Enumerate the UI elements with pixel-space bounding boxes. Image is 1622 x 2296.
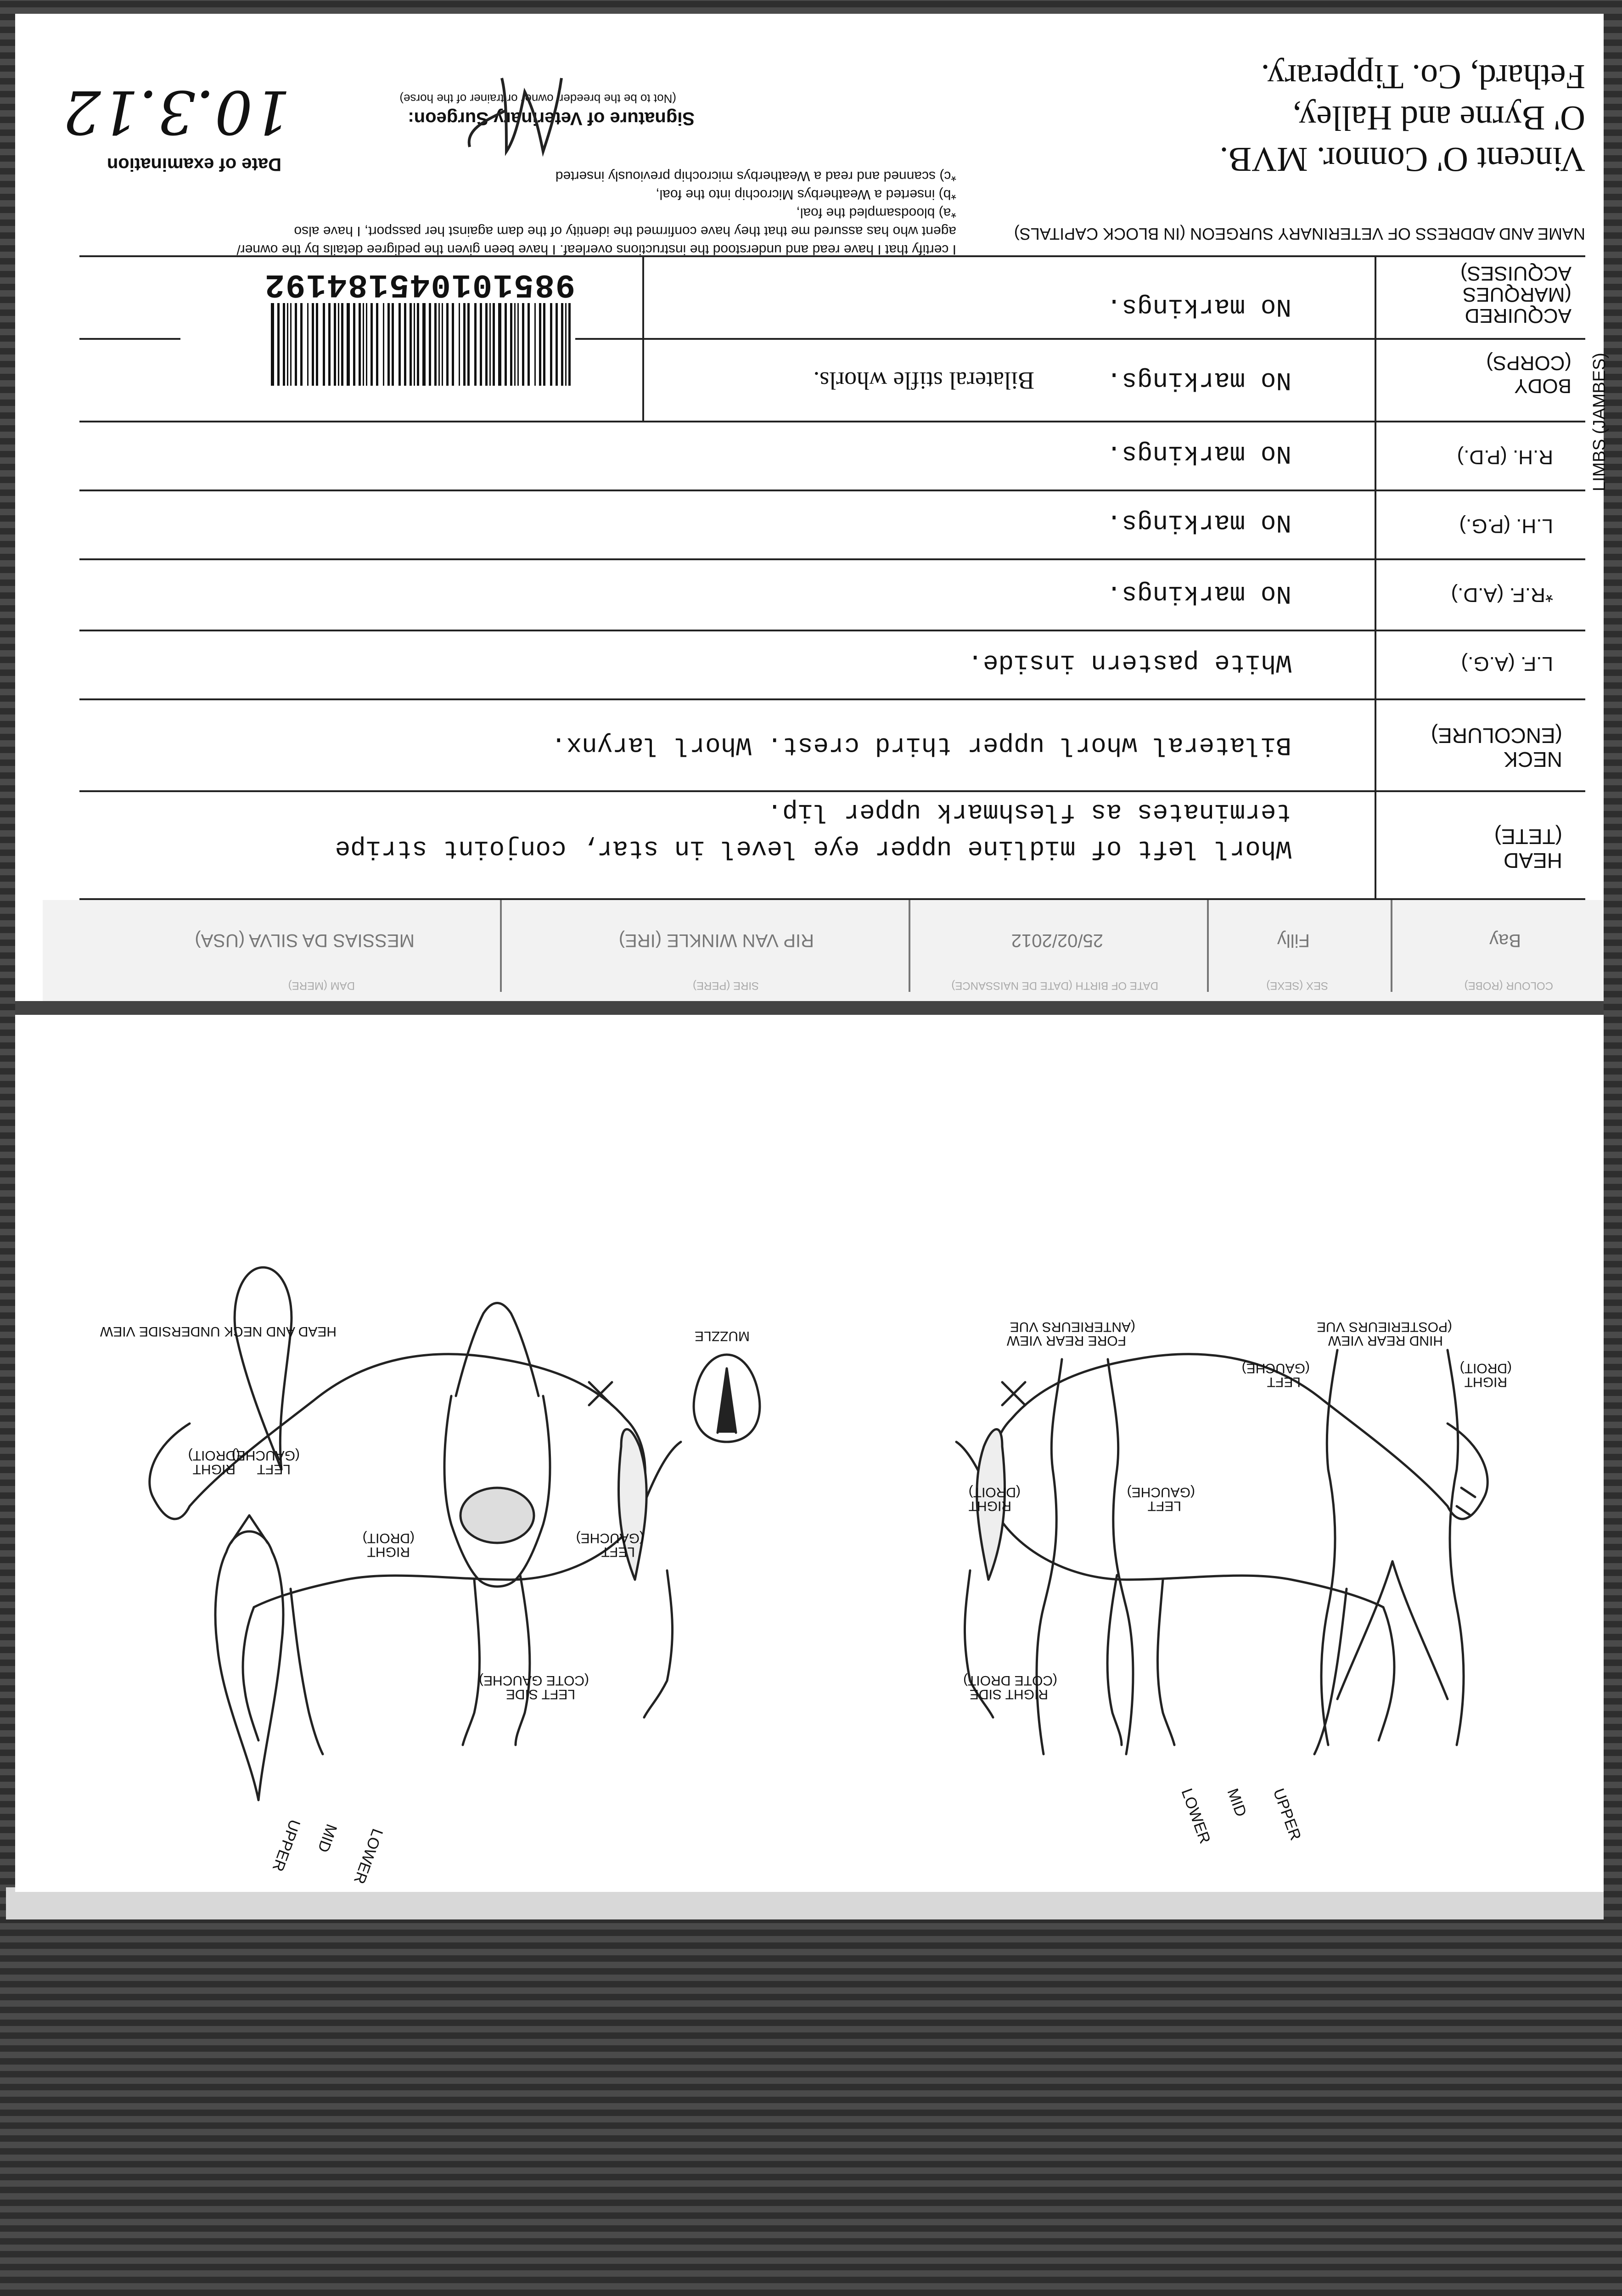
head-right-label: RIGHT [367,1544,410,1559]
barcode-column-rule [642,257,644,422]
underside-left-label: LEFT [257,1462,291,1477]
muzzle-label: MUZZLE [695,1328,750,1344]
hind-rear-label-1: HIND REAR VIEW [1328,1333,1443,1348]
rh-value: No markings. [1106,439,1291,468]
strip-colour: Bay [1489,930,1521,951]
barcode-bar [452,303,454,386]
barcode-bar [556,303,558,386]
body-value: No markings. [1106,366,1291,395]
right-mid-label: MID [1224,1786,1250,1819]
barcode-bar [271,303,274,386]
strip-rule-1 [1391,900,1392,992]
hind-right-label: RIGHT [1464,1374,1507,1390]
barcode-bar [539,303,541,386]
strip-rule-4 [500,900,502,992]
strip-dam: MESSIAS DA SILVA (USA) [195,930,415,951]
barcode-bar [312,303,314,386]
cert-line-4: *b) inserted a Weatherbys Microchip into the foal, [656,187,956,202]
barcode-bar [359,303,361,386]
strip-dam-label: DAM (MERE) [288,979,355,992]
left-side-label-1: LEFT SIDE [505,1687,575,1702]
strip-dob: 25/02/2012 [1011,930,1103,951]
barcode-bar [347,303,350,386]
rule-body [79,421,1585,422]
barcode-bar [417,303,419,386]
head-droit-label: (DROIT) [362,1531,415,1546]
rule-head [79,898,1585,900]
barcode-bar [323,303,325,386]
rule-rf [79,630,1585,631]
barcode-bar [277,303,280,386]
barcode-bar [434,303,437,386]
barcode-bar [489,303,491,386]
cert-line-5: *c) scanned and read a Weatherbys microchip previously inserted [555,169,956,184]
underside-droit-label: (DROIT) [188,1448,240,1463]
fore-rear-label-2: (ANTERIEURS VUE [1010,1319,1135,1334]
muzzle-drawing [694,1355,760,1442]
barcode-bar [480,303,482,386]
barcode-bar [474,303,477,386]
barcode-bar [485,303,488,386]
lf-value: White pastern inside. [967,648,1291,677]
right-lower-label: LOWER [1178,1786,1214,1846]
strip-dob-label: DATE OF BIRTH (DATE DE NAISSANCE) [951,979,1158,992]
barcode-bar [376,303,378,386]
barcode-bar [422,303,426,386]
barcode-bar [398,303,401,386]
barcode-bar [543,303,545,386]
fore-droit-label: (DROIT) [968,1485,1021,1500]
vet-name: Vincent O' Connor. MVB. [1219,140,1585,179]
cert-line-1: I certify that I have read and understood the instructions overleaf. I have been given the pedigree details by the owner/ [236,242,956,257]
underside-gauche-label: (GAUCHE) [231,1448,300,1463]
barcode-bar [565,303,567,386]
left-upper-label: UPPER [269,1817,304,1874]
left-mid-label: MID [314,1822,341,1855]
fore-rear-label-1: FORE REAR VIEW [1006,1333,1126,1348]
head-left-label: LEFT [601,1544,635,1559]
hind-droit-label: (DROIT) [1459,1361,1512,1376]
rule-neck [79,790,1585,792]
barcode-bar [429,303,431,386]
vet-name-label: NAME AND ADDRESS OF VETERINARY SURGEON (IN BLOCK CAPITALS) [1014,225,1585,243]
barcode-bar [404,303,406,386]
barcode-bar [338,303,339,386]
barcode-bar [283,303,285,386]
barcode-bar [295,303,297,386]
barcode-bar [307,303,309,386]
rule-lf [79,698,1585,700]
strip-colour-label: COLOUR (ROBE) [1464,979,1553,992]
underside-right-label: RIGHT [192,1462,236,1477]
barcode-bar [353,303,355,386]
barcode-bar [438,303,440,386]
lf-label: L.F. (A.G.) [1461,653,1553,675]
hind-gauche-label: (GAUCHE) [1241,1361,1310,1376]
strip-rule-2 [1207,900,1209,992]
examination-date: 10.3.12 [62,77,291,147]
right-side-label-1: RIGHT SIDE [969,1687,1048,1702]
strip-sire-label: SIRE (PERE) [692,979,759,992]
cert-line-3: *a) bloodsampled the foal, [796,205,956,220]
lh-value: No markings. [1106,508,1291,537]
label-column-rule [1375,257,1376,900]
limbs-label: LIMBS (JAMBES) [1590,353,1609,491]
barcode-bar [328,303,331,386]
hind-left-label: LEFT [1267,1374,1301,1390]
fore-right-label: RIGHT [968,1498,1011,1514]
barcode-bar [528,303,530,386]
right-upper-label: UPPER [1269,1786,1305,1843]
whorl-mark-left [1002,1382,1025,1405]
barcode-bar [459,303,460,386]
barcode-bar [334,303,336,386]
rule-vet [79,255,1585,257]
head-value-line-1: Whorl left of midline upper eye level in star, conjoint stripe [335,834,1291,863]
barcode-bar [534,303,536,386]
barcode-bar [493,303,495,386]
barcode-bar [363,303,364,386]
vet-address: Fethard, Co. Tipperary. [1261,57,1585,96]
neck-value: Bilateral whorl upper third crest. Whorl larynx. [550,731,1291,760]
strip-rule-3 [909,900,910,992]
left-side-label-2: (COTE GAUCHE) [479,1673,589,1688]
barcode-bar [467,303,470,386]
microchip-number: 985101045184192 [264,265,575,303]
whorl-mark-right [589,1382,612,1405]
barcode-bar [287,303,288,386]
barcode-bar [561,303,563,386]
barcode-bar [370,303,373,386]
head-neck-underside-drawing [215,1267,292,1800]
barcode-bar [510,303,512,386]
barcode-bar [300,303,303,386]
barcode-bar [505,303,507,386]
barcode-bar [414,303,415,386]
pedigree-strip-bg [43,900,1604,1001]
lh-label: L.H. (P.G.) [1459,515,1553,537]
barcode-bar [387,303,390,386]
acquired-value: No markings. [1106,292,1291,321]
strip-sex: Filly [1277,930,1310,951]
barcode-bar [392,303,394,386]
barcode-bar [446,303,449,386]
barcode-bar [517,303,519,386]
head-gauche-label: (GAUCHE) [576,1531,644,1546]
body-label: BODY (CORPS) [1486,352,1571,397]
horse-diagrams [0,1010,1622,1929]
barcode-bar [514,303,516,386]
neck-label: NECK (ENCOLURE) [1431,724,1562,771]
barcode-bar [442,303,443,386]
body-note: Bilateral stifle whorls. [813,367,1034,394]
head-front-view-drawing [444,1303,550,1587]
barcode-bar [498,303,501,386]
date-label: Date of examination [107,154,281,174]
fore-left-label: LEFT [1147,1498,1181,1514]
rule-rh [79,490,1585,491]
strip-sire: RIP VAN WINKLE (IRE) [618,930,814,951]
cert-line-2: agent who has assured me that they have confirmed the identity of the dam against her passport, I have also [294,224,956,239]
vet-practice: O' Byrne and Halley, [1292,99,1585,137]
rf-label: *R.F. (A.D.) [1451,584,1553,606]
strip-sex-label: SEX (SEXE) [1266,979,1328,992]
rule-lh [79,558,1585,560]
right-side-label-2: (COTE DROIT) [963,1673,1057,1688]
fore-gauche-label: (GAUCHE) [1127,1485,1195,1500]
signature-label: Signature of Veterinary Surgeon: [408,108,695,129]
fore-rear-view-drawing [1037,1359,1133,1754]
rh-label: R.H. (P.D.) [1457,446,1553,468]
barcode-bar [568,303,571,386]
hind-rear-label-2: (POSTERIEURS VUE [1316,1319,1452,1334]
barcode-bar [316,303,318,386]
acquired-label: ACQUIRED (MARQUES ACQUISES) [1460,262,1571,327]
barcode-bar [383,303,384,386]
barcode-bar [463,303,466,386]
barcode-bar [522,303,524,386]
barcode-bar [341,303,343,386]
barcode-bar [366,303,367,386]
head-value-line-2: terminates as fleshmark upper lip. [767,797,1291,827]
head-neck-underside-label: HEAD AND NECK UNDERSIDE VIEW [100,1324,337,1339]
barcode-bar [410,303,412,386]
rf-value: No markings. [1106,579,1291,608]
barcode-bar [290,303,292,386]
signature-note: (Not to be the breeder, owner or trainer of the horse) [399,92,676,106]
left-lower-label: LOWER [350,1826,387,1886]
barcode-bar [550,303,552,386]
head-label: HEAD (TETE) [1494,825,1562,872]
